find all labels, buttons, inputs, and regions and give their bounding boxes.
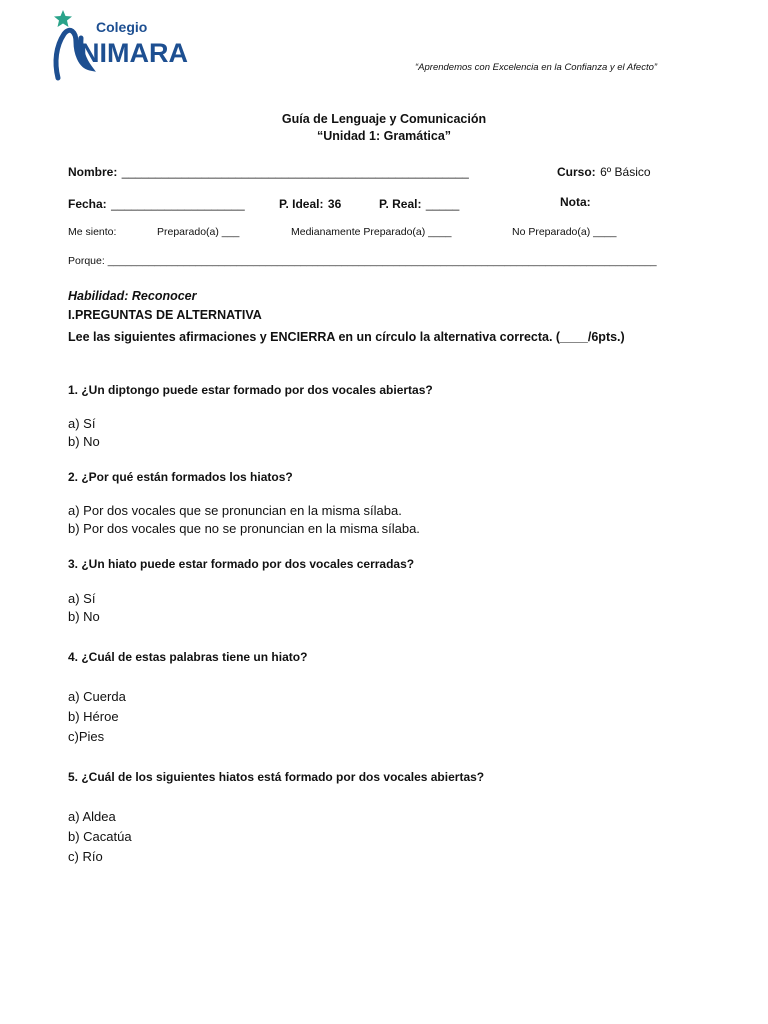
question-5-option-a[interactable]: a) Aldea [68,809,116,824]
question-5-option-b[interactable]: b) Cacatúa [68,829,132,844]
logo-small-text: Colegio [96,19,148,35]
logo-graphic [50,10,200,84]
question-2: 2. ¿Por qué están formados los hiatos? [68,470,293,484]
question-3-option-a[interactable]: a) Sí [68,591,96,606]
question-4-option-a[interactable]: a) Cuerda [68,689,126,704]
question-1: 1. ¿Un diptongo puede estar formado por dos vocales abiertas? [68,383,433,397]
logo-big-text: NIMARA [80,38,188,68]
school-motto: “Aprendemos con Excelencia en la Confianza y el Afecto” [415,62,658,73]
instructions: Lee las siguientes afirmaciones y ENCIERRA en un círculo la alternativa correcta. (____/6pts.) [68,330,625,344]
question-3-option-b[interactable]: b) No [68,609,100,624]
document-subtitle: “Unidad 1: Gramática” [316,129,452,143]
fecha-field [68,195,245,213]
fecha-blank[interactable]: ____________________ [111,197,245,211]
feeling-medianamente-preparado[interactable]: Medianamente Preparado(a) ____ [291,226,452,238]
question-2-option-b[interactable]: b) Por dos vocales que no se pronuncian en la misma sílaba. [68,521,420,536]
porque-field [68,255,657,267]
fecha-label: Fecha: [68,197,107,211]
curso-label: Curso: [557,165,596,179]
feeling-no-preparado[interactable]: No Preparado(a) ____ [512,226,617,238]
puntaje-ideal-value: 36 [327,197,342,211]
document-title: Guía de Lenguaje y Comunicación [281,112,487,126]
puntaje-ideal-label: P. Ideal: [279,197,324,211]
puntaje-ideal-field [279,195,341,213]
question-2-option-a[interactable]: a) Por dos vocales que se pronuncian en la misma sílaba. [68,503,402,518]
feeling-preparado[interactable]: Preparado(a) ___ [157,226,240,238]
question-4-option-b[interactable]: b) Héroe [68,709,119,724]
question-5: 5. ¿Cuál de los siguientes hiatos está formado por dos vocales abiertas? [68,770,485,784]
porque-label: Porque: [68,255,105,267]
puntaje-real-field [379,195,459,213]
porque-blank[interactable]: ______________________________________________________________________________________________ [107,255,657,267]
question-4: 4. ¿Cuál de estas palabras tiene un hiato? [68,650,308,664]
section-heading: I.PREGUNTAS DE ALTERNATIVA [68,308,262,322]
curso-field [557,163,651,181]
nombre-label: Nombre: [68,165,118,179]
skill-heading: Habilidad: Reconocer [68,289,197,303]
question-1-option-b[interactable]: b) No [68,434,100,449]
question-3: 3. ¿Un hiato puede estar formado por dos vocales cerradas? [68,557,415,571]
nombre-field [68,163,469,181]
nota-label: Nota: [560,195,591,209]
question-1-option-a[interactable]: a) Sí [68,416,96,431]
puntaje-real-blank[interactable]: _____ [425,197,460,211]
nombre-blank[interactable]: ____________________________________________________ [121,165,469,179]
puntaje-real-label: P. Real: [379,197,422,211]
question-5-option-c[interactable]: c) Río [68,849,103,864]
star-icon [54,10,72,27]
question-4-option-c[interactable]: c)Pies [68,729,105,744]
curso-value: 6º Básico [600,165,651,179]
school-logo [50,10,200,84]
me-siento-label: Me siento: [68,226,117,238]
